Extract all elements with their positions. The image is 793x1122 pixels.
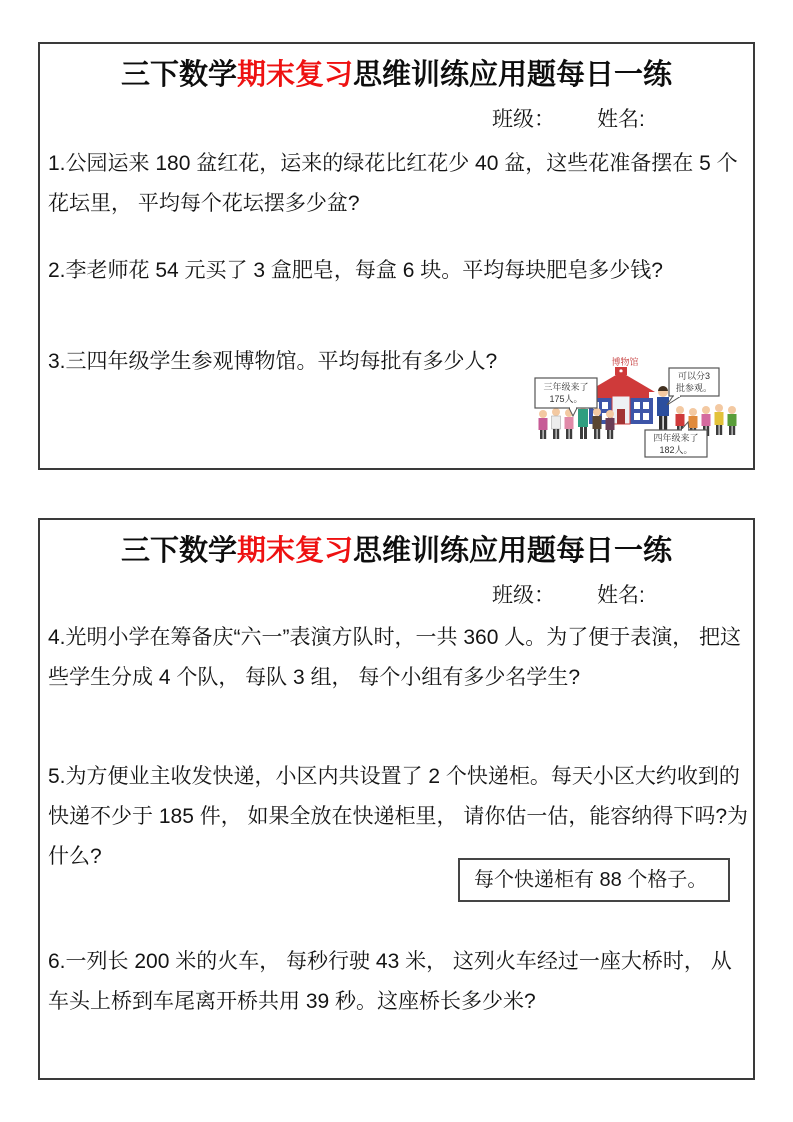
name-label: 姓名: <box>597 108 645 131</box>
museum-illustration <box>533 352 740 458</box>
speech-bubble-batches <box>667 368 719 405</box>
problem-6: 6.一列长 200 米的火车， 每秒行驶 43 米， 这列火车经过一座大桥时， 从车头上桥到车尾离开桥共用 39 秒。这座桥长多少米? <box>48 950 732 1013</box>
worksheet-page-2 <box>38 518 755 1080</box>
class-name-row <box>492 579 645 609</box>
problem-5: 5.为方便业主收发快递，小区内共设置了 2 个快递柜。每天小区大约收到的快递不少于 185 件， 如果全放在快递柜里， 请你估一估，能容纳得下吗?为什么? <box>48 765 749 868</box>
title-part1: 三下数学 <box>120 535 237 567</box>
teacher-figure <box>657 386 669 432</box>
bubble-grade3-line1: 三年级来了 <box>543 382 589 392</box>
museum-label: 博物馆 <box>611 357 639 367</box>
title-highlight: 期末复习 <box>236 59 353 91</box>
worksheet-page-1 <box>38 42 755 470</box>
problem-3: 3.三四年级学生参观博物馆。平均每批有多少人? <box>48 350 498 373</box>
locker-note-text: 每个快递柜有 88 个格子。 <box>474 869 708 891</box>
page-title <box>40 528 753 569</box>
title-highlight: 期末复习 <box>236 535 353 567</box>
locker-note-box <box>458 858 730 902</box>
speech-bubble-grade4 <box>645 422 707 457</box>
page-title <box>40 52 753 93</box>
problem-2: 2.李老师花 54 元买了 3 盒肥皂，每盒 6 块。平均每块肥皂多少钱? <box>48 259 663 282</box>
bubble-grade3-line2: 175人。 <box>549 394 583 404</box>
bubble-batches-line2: 批参观。 <box>675 383 713 393</box>
problem-1: 1.公园运来 180 盆红花，运来的绿花比红花少 40 盆，这些花准备摆在 5 个花坛里， 平均每个花坛摆多少盆? <box>48 152 738 215</box>
title-part1: 三下数学 <box>120 59 237 91</box>
bubble-grade4-line1: 四年级来了 <box>653 433 699 443</box>
class-label: 班级： <box>492 108 555 131</box>
problem-4: 4.光明小学在筹备庆“六一”表演方队时，一共 360 人。为了便于表演， 把这些学生分成 4 个队， 每队 3 组， 每个小组有多少名学生? <box>48 626 742 689</box>
title-part2: 思维训练应用题每日一练 <box>353 535 673 567</box>
bubble-batches-line1: 可以分3 <box>677 371 711 381</box>
bubble-grade4-line2: 182人。 <box>659 445 693 455</box>
name-label: 姓名: <box>597 584 645 607</box>
class-label: 班级： <box>492 584 555 607</box>
title-part2: 思维训练应用题每日一练 <box>353 59 673 91</box>
class-name-row <box>492 103 645 133</box>
